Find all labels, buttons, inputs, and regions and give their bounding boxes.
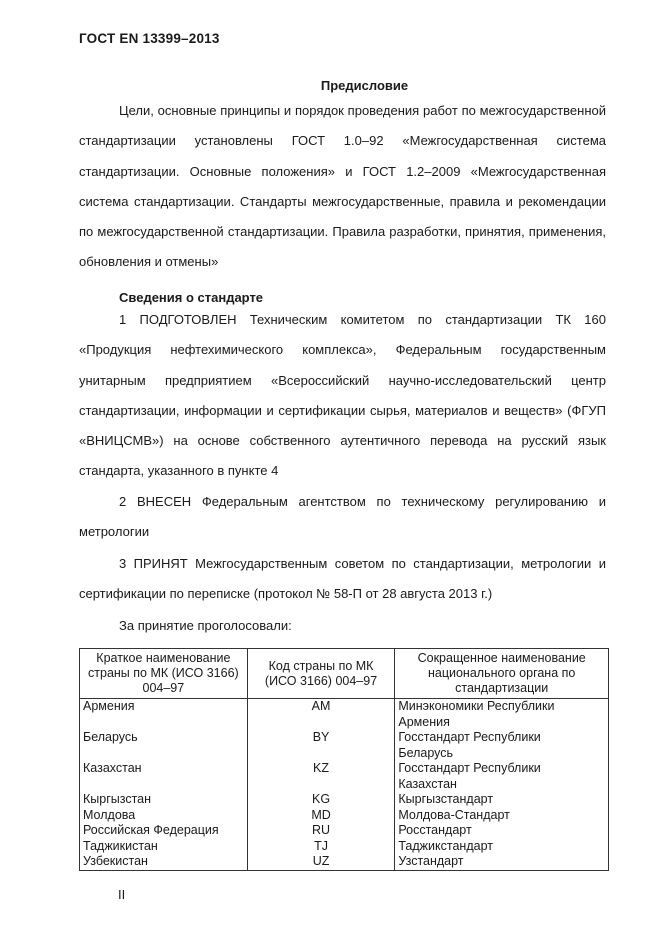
cell-code: AM [247,699,395,731]
cell-org: Росстандарт [395,823,609,839]
table-row [80,699,609,731]
table-row [80,761,609,792]
cell-org: Узстандарт [395,854,609,870]
info-item-3-text: 3 ПРИНЯТ Межгосударственным советом по стандартизации, метрологии и сертификации по переписке (протокол № 58-П от 28 августа 2013 г.) [79,556,606,602]
cell-code: RU [247,823,395,839]
header-org: Сокращенное наименование национального органа по стандартизации [395,649,609,699]
document-code: ГОСТ EN 13399–2013 [79,31,220,46]
table-row [80,730,609,761]
foreword-text: Цели, основные принципы и порядок проведения работ по межгосударственной стандартизации установлены ГОСТ 1.0–92 «Межгосударственная система стандартизации. Основные положения» и ГОСТ 1.2–2009 «Межгосударственная система стандартизации. Стандарты межгосударственные, правила и рекомендации по межгосударственной стандартизации. Правила разработки, принятия, применения, обновления и отмены» [79,103,606,270]
table-row [80,792,609,808]
voting-table [79,648,609,871]
table-row [80,839,609,855]
table-row [80,808,609,824]
page-number: II [118,887,126,902]
cell-country: Казахстан [80,761,248,792]
info-item-2-text: 2 ВНЕСЕН Федеральным агентством по техническому регулированию и метрологии [79,494,606,540]
cell-org: Минэкономики Республики Армения [395,699,609,731]
cell-code: BY [247,730,395,761]
voted-label: За принятие проголосовали: [119,618,292,633]
info-item-3 [79,549,606,610]
cell-country: Молдова [80,808,248,824]
cell-country: Кыргызстан [80,792,248,808]
foreword-paragraph [79,96,606,278]
cell-country: Армения [80,699,248,731]
header-country: Краткое наименование страны по МК (ИСО 3166) 004–97 [80,649,248,699]
info-item-2 [79,487,606,548]
cell-country: Узбекистан [80,854,248,870]
table-header-row [80,649,609,699]
header-code: Код страны по МК (ИСО 3166) 004–97 [247,649,395,699]
cell-code: KG [247,792,395,808]
info-item-1 [79,305,606,487]
cell-code: UZ [247,854,395,870]
table-row [80,854,609,870]
cell-org: Госстандарт Республики Казахстан [395,761,609,792]
cell-code: TJ [247,839,395,855]
info-item-1-text: 1 ПОДГОТОВЛЕН Техническим комитетом по стандартизации ТК 160 «Продукция нефтехимического комплекса», Федеральным государственным унитарным предприятием «Всероссийский научно-исследовательский центр стандартизации, информации и сертификации сырья, материалов и веществ» (ФГУП «ВНИЦСМВ») на основе собственного аутентичного перевода на русский язык стандарта, указанного в пункте 4 [79,312,606,479]
cell-country: Беларусь [80,730,248,761]
cell-code: MD [247,808,395,824]
cell-org: Таджикстандарт [395,839,609,855]
cell-country: Таджикистан [80,839,248,855]
cell-code: KZ [247,761,395,792]
foreword-title: Предисловие [320,78,409,93]
cell-org: Госстандарт Республики Беларусь [395,730,609,761]
cell-country: Российская Федерация [80,823,248,839]
cell-org: Молдова-Стандарт [395,808,609,824]
standard-info-title: Сведения о стандарте [119,290,264,305]
cell-org: Кыргызстандарт [395,792,609,808]
table-row [80,823,609,839]
